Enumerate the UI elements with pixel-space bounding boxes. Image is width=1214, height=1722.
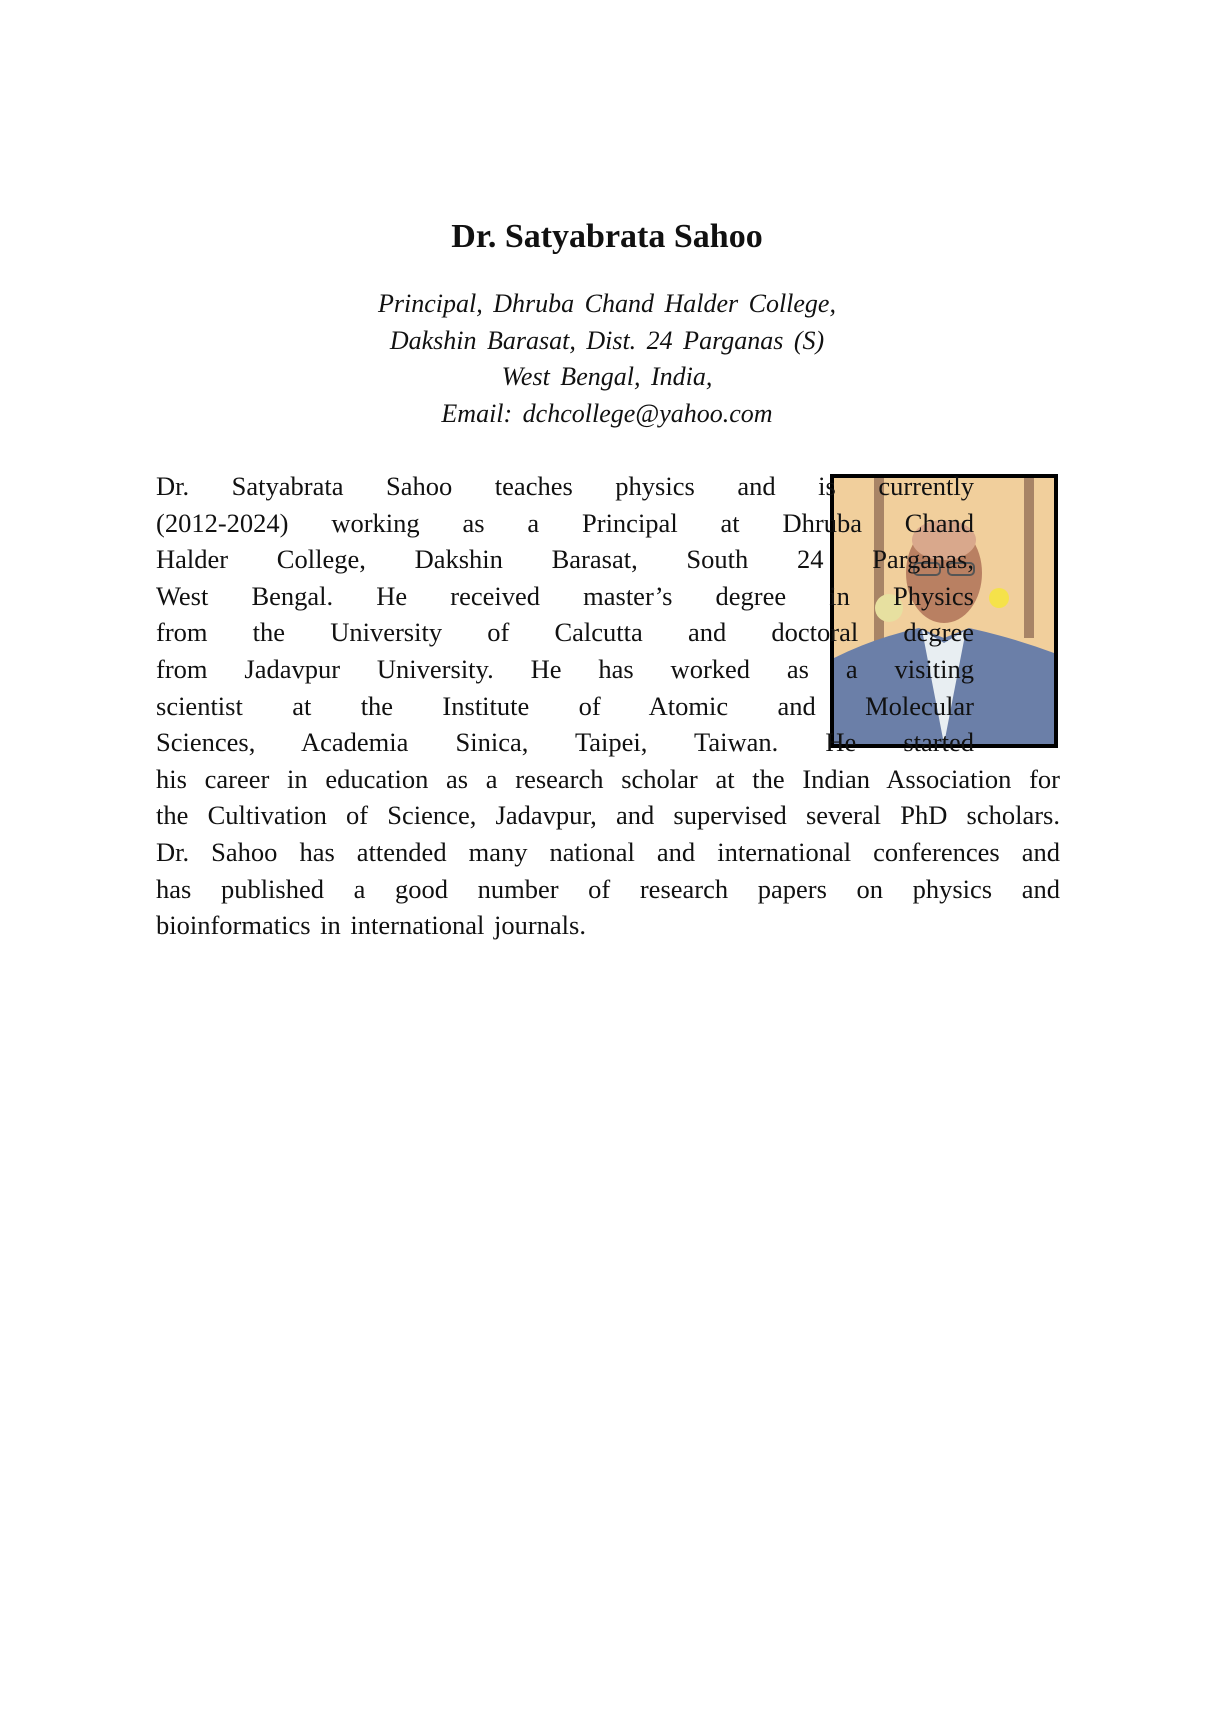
bio-line: Sciences, Academia Sinica, Taipei, Taiwan. He started xyxy=(156,727,974,758)
bio-line: West Bengal. He received master’s degree in Physics xyxy=(156,580,974,611)
author-name: Dr. Satyabrata Sahoo xyxy=(451,218,763,255)
affiliation-email: Email: dchcollege@yahoo.com xyxy=(441,398,773,428)
bio-line: from the University of Calcutta and doctoral degree xyxy=(156,617,974,648)
bio-line: Dr. Sahoo has attended many national and international conferences and xyxy=(156,836,1060,867)
bio-line: has published a good number of research papers on physics and xyxy=(156,873,1060,904)
bio-line: Dr. Satyabrata Sahoo teaches physics and is currently xyxy=(156,471,974,501)
bio-line: from Jadavpur University. He has worked as a visiting xyxy=(156,653,974,684)
bio-line: Halder College, Dakshin Barasat, South 24 Parganas, xyxy=(156,544,974,575)
affiliation-line: Dakshin Barasat, Dist. 24 Parganas (S) xyxy=(389,325,825,355)
author-affiliation xyxy=(0,286,1214,432)
affiliation-line: Principal, Dhruba Chand Halder College, xyxy=(378,289,836,318)
bio-line: the Cultivation of Science, Jadavpur, and supervised several PhD scholars. xyxy=(156,800,1060,831)
bio-line: his career in education as a research scholar at the Indian Association for xyxy=(156,763,1060,794)
bio-line: (2012-2024) working as a Principal at Dhruba Chand xyxy=(156,507,974,538)
bio-line: scientist at the Institute of Atomic and Molecular xyxy=(156,690,974,721)
bio-paragraph xyxy=(156,468,1060,944)
bio-line: bioinformatics in international journals. xyxy=(156,910,586,941)
affiliation-line: West Bengal, India, xyxy=(501,362,713,391)
